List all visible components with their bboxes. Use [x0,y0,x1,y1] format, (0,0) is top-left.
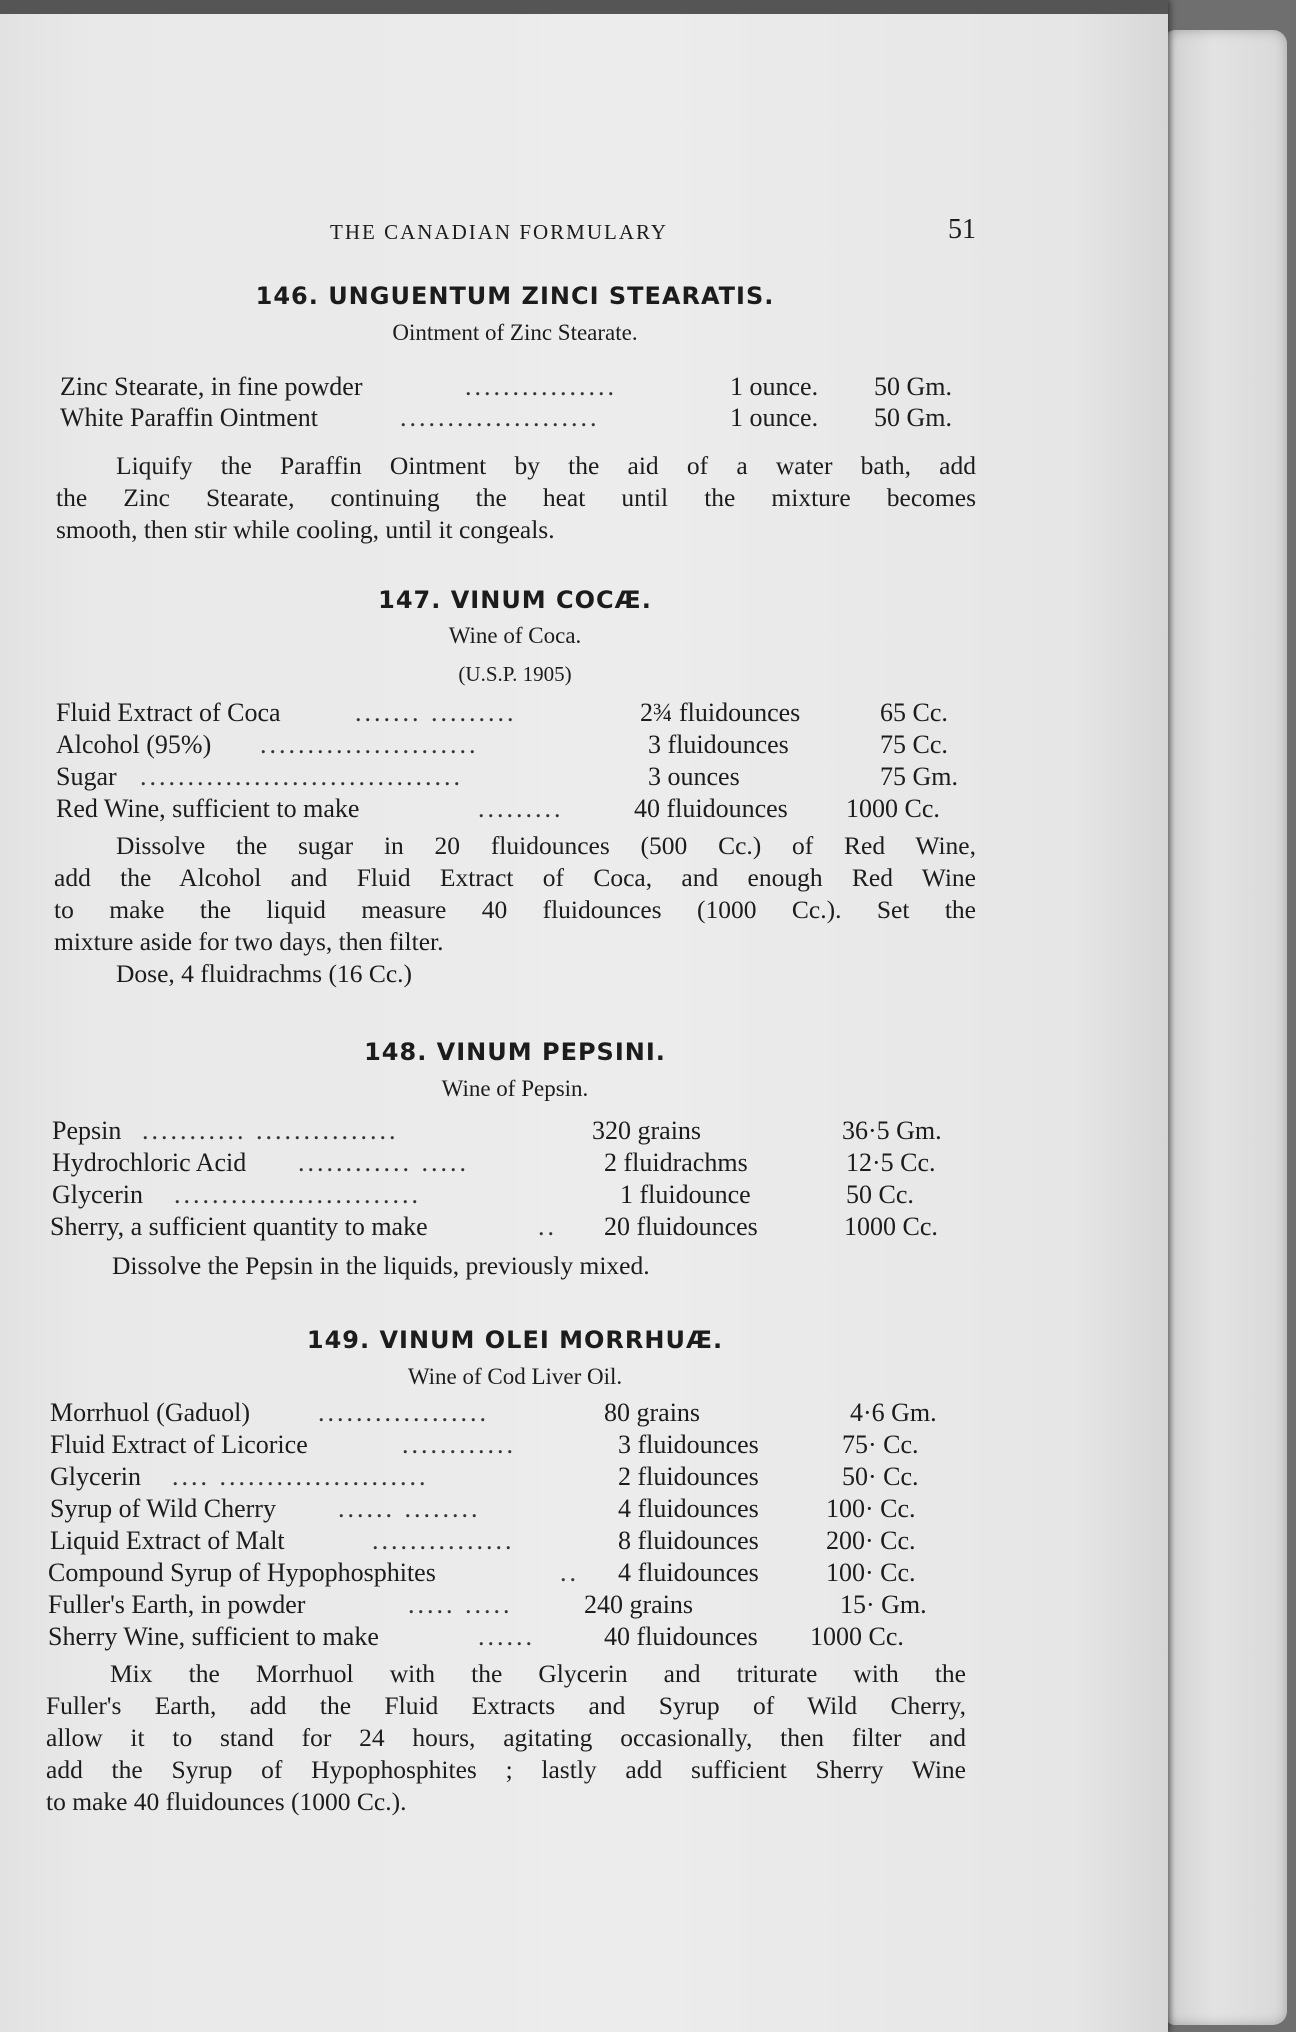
ingredient-quantity: 4 fluidounces [618,1494,759,1523]
ingredient-quantity: 2 fluidounces [618,1462,759,1491]
leader-dots: ...... [478,1622,535,1651]
ingredient-name: Sherry Wine, sufficient to make [48,1622,379,1651]
ingredient-quantity: 40 fluidounces [634,794,788,823]
ingredient-name: Sugar [56,762,117,791]
ingredient-quantity: 3 ounces [648,762,740,791]
leader-dots: ............... [372,1526,515,1555]
ingredient-name: Morrhuol (Gaduol) [50,1398,251,1427]
ingredient-row [0,403,1168,435]
section-title-148: 148. VINUM PEPSINI. [364,1038,666,1066]
ingredient-quantity: 1 ounce. [730,372,819,401]
ingredient-metric: 50 Gm. [874,403,952,432]
next-page-edge [1165,30,1287,2025]
ingredient-metric: 4·6 Gm. [850,1398,937,1427]
ingredient-name: Fluid Extract of Licorice [50,1430,308,1459]
ingredient-quantity: 3 fluidounces [648,730,789,759]
ingredient-name: Glycerin [52,1180,143,1209]
section-subtitle-146: Ointment of Zinc Stearate. [392,320,638,345]
ingredient-name: Hydrochloric Acid [52,1148,247,1177]
section-subtitle-148: Wine of Pepsin. [441,1076,589,1101]
ingredient-name: Sherry, a sufficient quantity to make [50,1212,428,1241]
ingredient-row [0,1526,1168,1558]
leader-dots: .......................... [174,1180,421,1209]
leader-dots: ....... ......... [355,698,517,727]
ingredient-row [0,762,1168,794]
directions-line: mixture aside for two days, then filter. [54,927,444,956]
ingredient-quantity: 8 fluidounces [618,1526,759,1555]
ingredient-metric: 1000 Cc. [844,1212,938,1241]
ingredient-metric: 1000 Cc. [846,794,940,823]
directions-146 [56,450,976,546]
leader-dots: .... ...................... [172,1462,429,1491]
ingredient-row [0,698,1168,730]
leader-dots: ......... [478,794,564,823]
directions-line: add the Alcohol and Fluid Extract of Coca, and enough Red Wine [54,863,976,892]
ingredient-row [0,1430,1168,1462]
ingredient-name: Zinc Stearate, in fine powder [60,372,363,401]
directions-line: the Zinc Stearate, continuing the heat until the mixture becomes [56,483,976,512]
ingredient-metric: 100· Cc. [826,1494,916,1523]
ingredient-row [0,372,1168,404]
leader-dots: .................. [318,1398,489,1427]
section-title-146: 146. UNGUENTUM ZINCI STEARATIS. [255,282,775,310]
running-head [330,214,980,250]
ingredient-name: Glycerin [50,1462,141,1491]
leader-dots: ...... ........ [338,1494,481,1523]
section-title-149: 149. VINUM OLEI MORRHUÆ. [306,1326,724,1354]
ingredient-row [0,1116,1168,1148]
directions-147 [54,830,976,990]
section-subtitle-149: Wine of Cod Liver Oil. [407,1364,623,1389]
ingredient-metric: 65 Cc. [880,698,948,727]
ingredient-name: Red Wine, sufficient to make [56,794,360,823]
ingredient-metric: 200· Cc. [826,1526,916,1555]
leader-dots: ........... ............... [142,1116,399,1145]
ingredient-row [0,1462,1168,1494]
page-number: 51 [948,214,976,245]
ingredient-row [0,1148,1168,1180]
ingredient-name: Fluid Extract of Coca [56,698,281,727]
ingredient-quantity: 240 grains [584,1590,694,1619]
ingredient-row [0,1494,1168,1526]
ingredient-metric: 1000 Cc. [810,1622,904,1651]
section-subtitle-147: Wine of Coca. [448,623,582,648]
ingredient-quantity: 4 fluidounces [618,1558,759,1587]
ingredient-quantity: 20 fluidounces [604,1212,758,1241]
ingredient-metric: 50· Cc. [842,1462,919,1491]
leader-dots: ............ ..... [298,1148,469,1177]
ingredient-quantity: 2 fluidrachms [604,1148,748,1177]
ingredient-row [0,1180,1168,1212]
ingredient-metric: 100· Cc. [826,1558,916,1587]
directions-line: smooth, then stir while cooling, until it congeals. [56,515,555,544]
leader-dots: .. [560,1558,579,1587]
ingredient-metric: 75 Gm. [880,762,958,791]
directions-149 [46,1658,966,1818]
ingredient-quantity: 40 fluidounces [604,1622,758,1651]
directions-line: Liquify the Paraffin Ointment by the aid of a water bath, add [116,451,976,480]
ingredient-name: White Paraffin Ointment [60,403,319,432]
ingredient-row [0,1622,1168,1654]
ingredient-name: Fuller's Earth, in powder [48,1590,306,1619]
ingredient-quantity: 1 fluidounce [620,1180,751,1209]
directions-line: to make 40 fluidounces (1000 Cc.). [46,1787,407,1816]
ingredient-quantity: 1 ounce. [730,403,819,432]
ingredient-metric: 36·5 Gm. [842,1116,942,1145]
leader-dots: .. [538,1212,557,1241]
directions-line: allow it to stand for 24 hours, agitating occasionally, then filter and [46,1723,966,1752]
dose-line: Dose, 4 fluidrachms (16 Cc.) [116,959,413,988]
leader-dots: ..... ..... [408,1590,513,1619]
ingredient-metric: 75 Cc. [880,730,948,759]
directions-line: Dissolve the sugar in 20 fluidounces (500 Cc.) of Red Wine, [116,831,976,860]
ingredient-row [0,794,1168,826]
directions-line: Fuller's Earth, add the Fluid Extracts and Syrup of Wild Cherry, [46,1691,966,1720]
directions-148 [52,1250,972,1282]
ingredient-quantity: 3 fluidounces [618,1430,759,1459]
directions-line: Dissolve the Pepsin in the liquids, previously mixed. [112,1251,650,1280]
ingredient-name: Alcohol (95%) [56,730,212,759]
ingredient-metric: 12·5 Cc. [846,1148,936,1177]
ingredient-name: Compound Syrup of Hypophosphites [48,1558,436,1587]
leader-dots: ............ [402,1430,516,1459]
ingredient-quantity: 2¾ fluidounces [640,698,801,727]
ingredient-name: Pepsin [52,1116,122,1145]
ingredient-quantity: 80 grains [604,1398,701,1427]
pharmacopoeia-note: (U.S.P. 1905) [458,662,572,686]
leader-dots: ..................... [400,403,600,432]
ingredient-row [0,1590,1168,1622]
ingredient-name: Liquid Extract of Malt [50,1526,285,1555]
running-title: THE CANADIAN FORMULARY [330,220,669,244]
leader-dots: ................ [465,372,617,401]
ingredient-row [0,1212,1168,1244]
ingredient-row [0,730,1168,762]
ingredient-name: Syrup of Wild Cherry [50,1494,276,1523]
ingredient-metric: 75· Cc. [842,1430,919,1459]
ingredient-row [0,1558,1168,1590]
leader-dots: .................................. [140,762,463,791]
directions-line: Mix the Morrhuol with the Glycerin and triturate with the [110,1659,966,1688]
directions-line: to make the liquid measure 40 fluidounces (1000 Cc.). Set the [54,895,976,924]
leader-dots: ....................... [260,730,479,759]
directions-line: add the Syrup of Hypophosphites ; lastly add sufficient Sherry Wine [46,1755,966,1784]
ingredient-metric: 15· Gm. [840,1590,927,1619]
ingredient-quantity: 320 grains [592,1116,702,1145]
ingredient-metric: 50 Cc. [846,1180,914,1209]
ingredient-metric: 50 Gm. [874,372,952,401]
section-title-147: 147. VINUM COCÆ. [378,586,652,614]
ingredient-row [0,1398,1168,1430]
